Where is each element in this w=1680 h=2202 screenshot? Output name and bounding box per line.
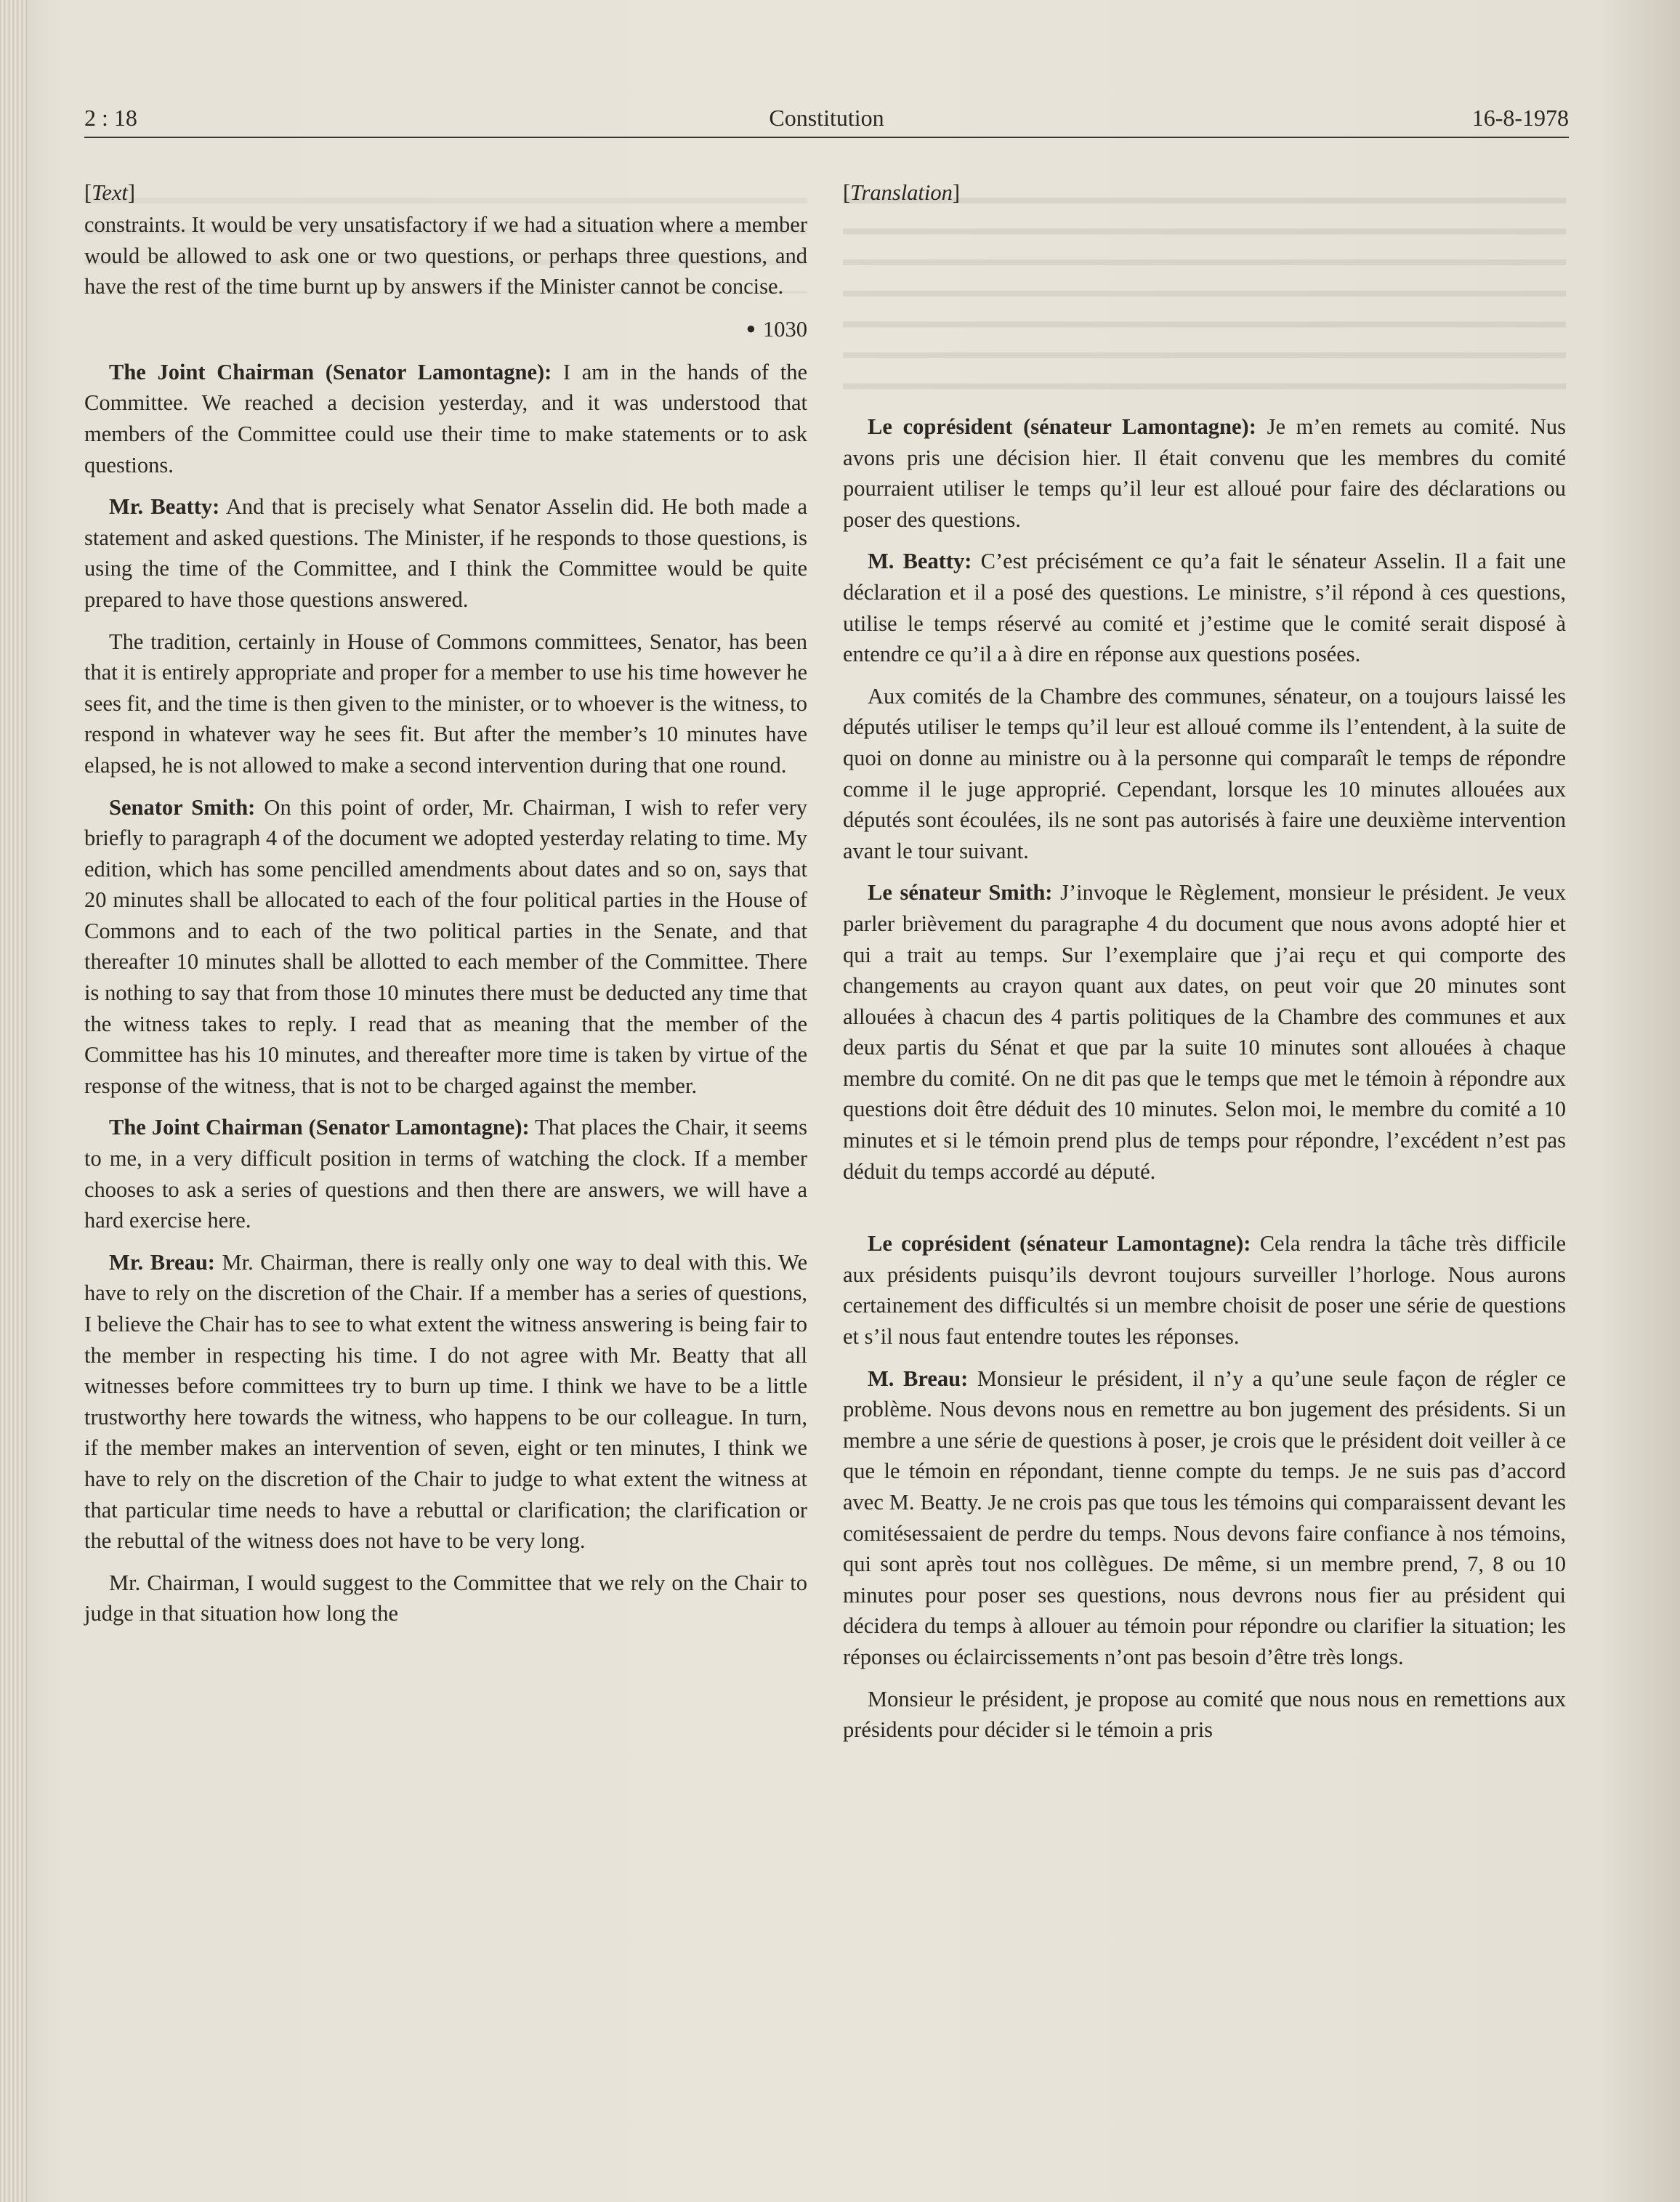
speaker: Mr. Beatty:: [109, 494, 220, 520]
paragraph-en-4: [84, 792, 807, 1102]
speech: Je m’en remets au comité. Nus avons pris une décision hier. Il était convenu que les membres du comité pourraient utiliser le temps qu’il leur est alloué pour faire des déclarations ou poser des questions.: [843, 414, 1566, 532]
paragraph-fr-1: [843, 411, 1566, 535]
time-marker-text: 1030: [763, 316, 807, 342]
paragraph-en-6: [84, 1247, 807, 1557]
speaker: Mr. Breau:: [109, 1249, 215, 1275]
paragraph-fr-3: [843, 681, 1566, 867]
speech: I am in the hands of the Committee. We reached a decision yesterday, and it was understood that members of the Committee could use their time to make statements or to ask questions.: [84, 359, 807, 477]
speech: Cela rendra la tâche très difficile aux présidents puisqu’ils devront toujours surveiller l’horloge. Nous aurons certainement des difficultés si un membre choisit de poser une série de questions et s’il nous faut entendre toutes les réponses.: [843, 1231, 1566, 1350]
column-spacer: [843, 209, 1566, 411]
speech: The tradition, certainly in House of Commons committees, Senator, has been that it is entirely appropriate and proper for a member to use his time however he sees fit, and the time is then given to the minister, or to whoever is the witness, to respond in whatever way he sees fit. But after the member’s 10 minutes have elapsed, he is not allowed to make a second intervention during that one round.: [84, 629, 807, 778]
french-column: [843, 177, 1566, 1757]
speech: Aux comités de la Chambre des communes, sénateur, on a toujours laissé les députés utiliser le temps qu’il leur est alloué comme ils l’entendent, à la suite de quoi on donne au ministre ou à la personne qui comparaît le temps de répondre comme il le juge approprié. Cependant, lorsque les 10 minutes allouées aux députés sont écoulées, ils ne sont pas autorisés à faire une deuxième intervention avant le tour suivant.: [843, 683, 1566, 863]
paragraph-en-5: [84, 1112, 807, 1235]
paragraph-fr-5: [843, 1228, 1566, 1352]
speaker: Le sénateur Smith:: [868, 880, 1053, 906]
speech: C’est précisément ce qu’a fait le sénateur Asselin. Il a fait une déclaration et il a posé des questions. Le ministre, s’il répond à ces questions, utilise le temps réservé au comité et j’estime que le comité serait disposé à entendre ce qu’il a à dire en réponse aux questions posées.: [843, 549, 1566, 667]
bullet-icon: ●: [746, 318, 756, 337]
paragraph-en-2: [84, 491, 807, 615]
speech: On this point of order, Mr. Chairman, I wish to refer very briefly to paragraph 4 of the document we adopted yesterday relating to time. My edition, which has some pencilled amendments about dates and so on, says that 20 minutes shall be allocated to each of the four political parties in the House of Commons and to each of the two political parties in the Senate, and that thereafter 10 minutes shall be allotted to each member of the Committee. There is nothing to say that from those 10 minutes there must be deducted any time that the witness takes to reply. I read that as meaning that the member of the Committee has his 10 minutes, and thereafter more time is taken by virtue of the response of the witness, that is not to be charged against the member.: [84, 794, 807, 1098]
text-label: [Text]: [84, 180, 136, 205]
speaker: Le coprésident (sénateur Lamontagne):: [868, 414, 1256, 439]
speaker: M. Beatty:: [868, 549, 972, 574]
page-stack-edge: [0, 0, 28, 2202]
time-marker: [84, 314, 807, 347]
translation-label: [Translation]: [843, 180, 961, 205]
speech: Mr. Chairman, I would suggest to the Committee that we rely on the Chair to judge in that situation how long the: [84, 1570, 807, 1626]
paragraph-fr-7: [843, 1684, 1566, 1746]
paragraph-en-1: [84, 357, 807, 480]
speaker: M. Breau:: [868, 1366, 969, 1391]
speaker: The Joint Chairman (Senator Lamontagne):: [109, 1115, 530, 1140]
paragraph-fr-4: [843, 877, 1566, 1187]
speech: That places the Chair, it seems to me, in a very difficult position in terms of watching the clock. If a member chooses to ask a series of questions and then there are answers, we will have a hard exercise here.: [84, 1115, 807, 1233]
speech: Monsieur le président, il n’y a qu’une seule façon de régler ce problème. Nous devons nous en remettre au bon jugement des présidents. Si un membre a une série de questions à poser, je crois que le président doit veiller à ce que le témoin en répondant, tienne compte du temps. Je ne suis pas d’accord avec M. Beatty. Je ne crois pas que tous les témoins qui comparaissent devant les comitésessaient de perdre du temps. Nous devons faire confiance à nos témoins, qui sont après tout nos collègues. De même, si un membre prend, 7, 8 ou 10 minutes pour poser ses questions, nous devrons nous fier au président qui décidera du temps à allouer au témoin pour répondre ou clarifier la situation; les réponses ou éclaircissements n’ont pas besoin d’être très longs.: [843, 1366, 1566, 1669]
intro-paragraph: constraints. It would be very unsatisfactory if we had a situation where a member would be allowed to ask one or two questions, or perhaps three questions, and have the rest of the time burnt up by answers if the Minister cannot be concise.: [84, 212, 807, 299]
speaker: Senator Smith:: [109, 794, 256, 820]
paragraph-en-7: [84, 1568, 807, 1629]
speech: J’invoque le Règlement, monsieur le président. Je veux parler brièvement du paragraphe 4 du document que nous avons adopté hier et qui a trait au temps. Sur l’exemplaire que j’ai reçu et qui comporte des changements au crayon quant aux dates, on peut voir que 20 minutes sont allouées à chacun des 4 partis politiques de la Chambre des communes et aux deux partis du Sénat et que par la suite 10 minutes sont allouées à chaque membre du comité. On ne dit pas que le temps que met le témoin à répondre aux questions doit être déduit des 10 minutes. Selon moi, le membre du comité a 10 minutes et si le témoin prend plus de temps pour répondre, l’excédent n’est pas déduit du temps accordé au député.: [843, 880, 1566, 1184]
speech: Monsieur le président, je propose au comité que nous nous en remettions aux présidents pour décider si le témoin a pris: [843, 1686, 1566, 1743]
header-rule: [84, 137, 1569, 138]
paragraph-fr-6: [843, 1363, 1566, 1673]
header-title: Constitution: [769, 105, 884, 131]
english-column: [84, 177, 807, 1640]
speech: And that is precisely what Senator Asselin did. He both made a statement and asked questions. The Minister, if he responds to those questions, is using the time of the Committee, and I think the Committee would be quite prepared to have those questions answered.: [84, 494, 807, 612]
speaker: Le coprésident (sénateur Lamontagne):: [868, 1231, 1251, 1257]
page-number: 2 : 18: [84, 105, 137, 131]
paragraph-en-3: [84, 626, 807, 781]
speaker: The Joint Chairman (Senator Lamontagne):: [109, 359, 552, 384]
speech: Mr. Chairman, there is really only one way to deal with this. We have to rely on the discretion of the Chair. If a member has a series of questions, I believe the Chair has to see to what extent the witness answering is being fair to the member in respecting his time. I do not agree with Mr. Beatty that all witnesses before committees try to burn up time. I think we have to be a little trustworthy here towards the witness, who happens to be our colleague. In turn, if the member makes an intervention of seven, eight or ten minutes, I think we have to rely on the discretion of the Chair to judge to what extent the witness at that particular time needs to have a rebuttal or clarification; the clarification or the rebuttal of the witness does not have to be very long.: [84, 1249, 807, 1554]
running-header: [84, 103, 1569, 137]
paragraph-fr-2: [843, 546, 1566, 669]
column-spacer: [843, 1198, 1566, 1228]
header-date: 16-8-1978: [1471, 105, 1569, 131]
